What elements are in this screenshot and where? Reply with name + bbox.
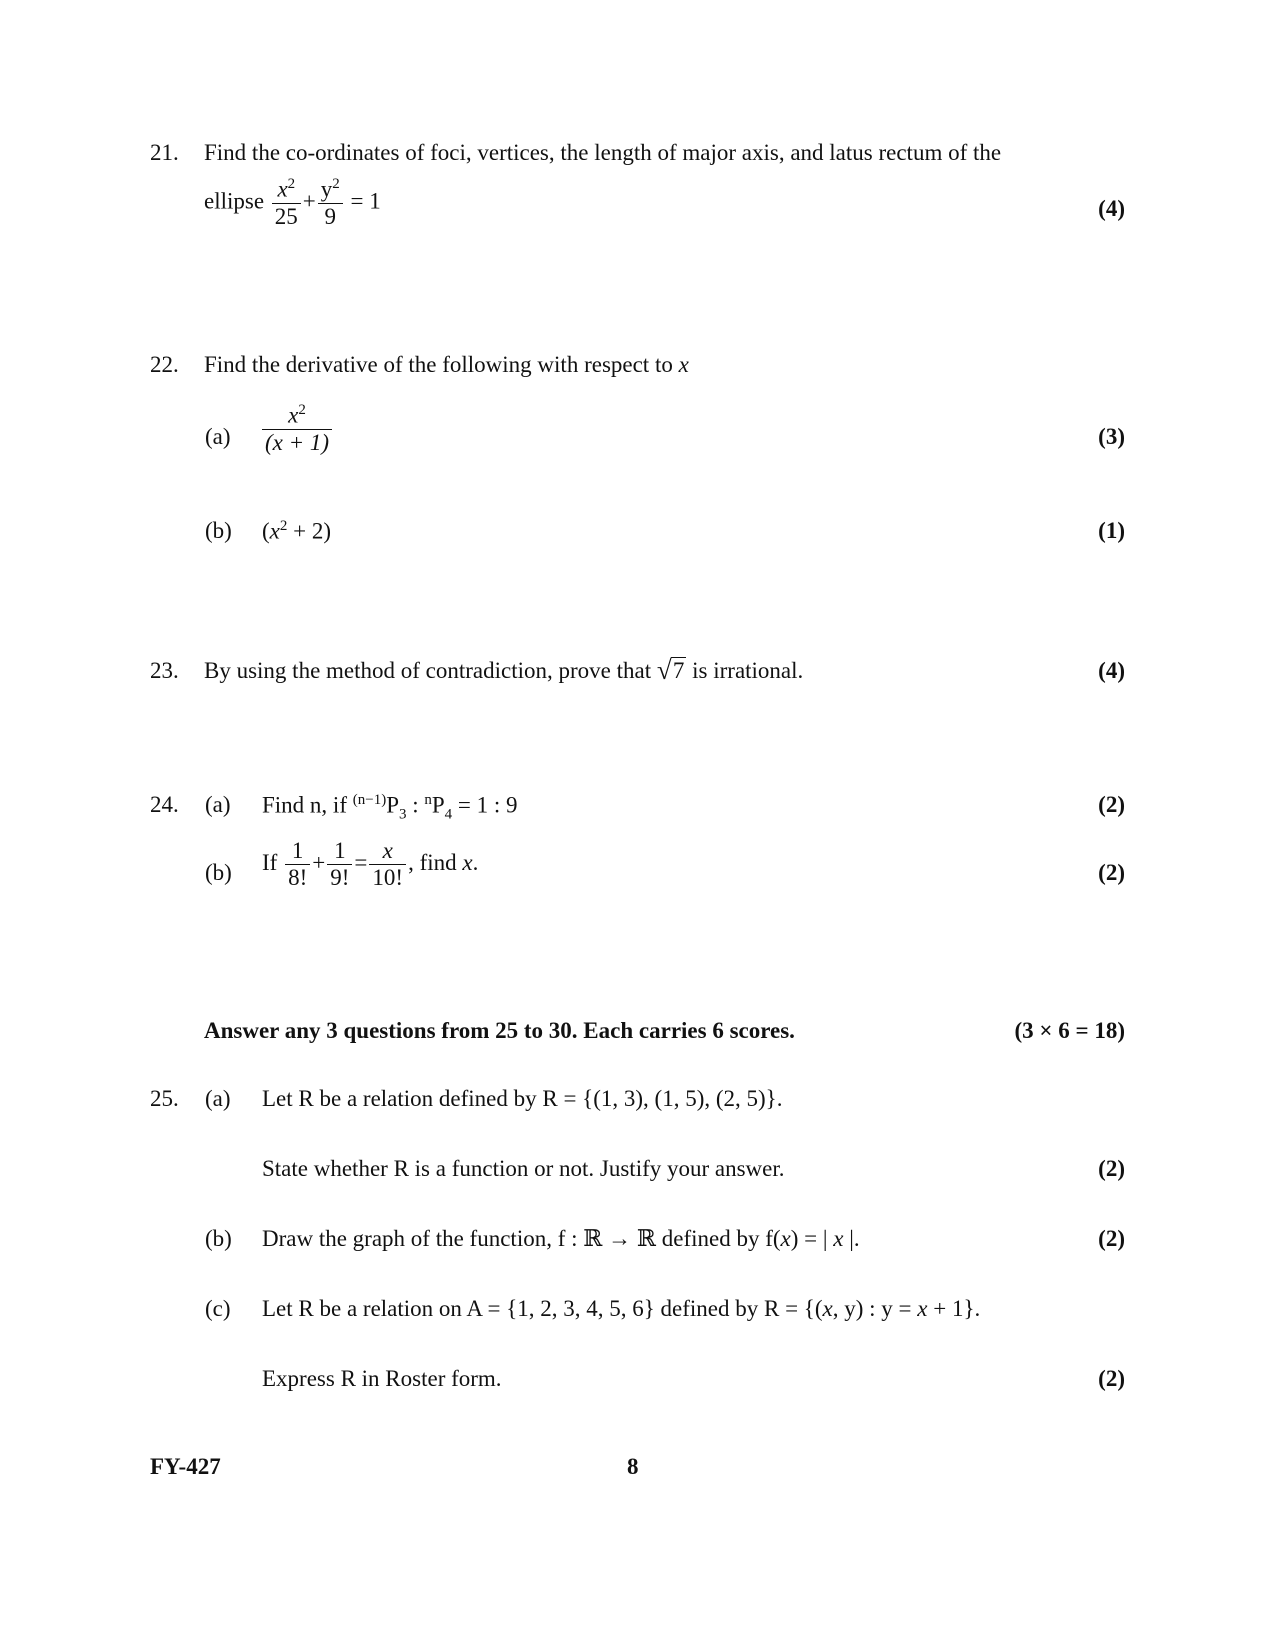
sub-label: (a)	[205, 1086, 231, 1111]
sqrt: √ 7	[656, 655, 685, 685]
fraction: $\frac{x^2}{(x + 1)}$	[260, 402, 334, 457]
question-number: 24.	[150, 792, 179, 817]
question-text: State whether R is a function or not. Justify your answer.	[262, 1156, 785, 1181]
sub-label: (a)	[205, 424, 231, 449]
question-number: 25.	[150, 1086, 179, 1111]
question-text: Find the co-ordinates of foci, vertices, the length of major axis, and latus rectum of the	[204, 140, 1002, 165]
section-marks: (3 × 6 = 18)	[1014, 1018, 1125, 1043]
marks: (2)	[1098, 1156, 1125, 1181]
lead-word: ellipse	[204, 188, 265, 214]
ellipse-equation: ellipse $\frac{x^2}{25}$ + $\frac{y^2}{9}$ = 1	[204, 176, 381, 230]
question-text: Let R be a relation defined by R = {(1, 3), (1, 5), (2, 5)}.	[262, 1086, 783, 1111]
question-text: Let R be a relation on A = {1, 2, 3, 4, 5, 6} defined by R = {(x, y) : y = x + 1}.	[262, 1296, 981, 1321]
sub-label: (a)	[205, 792, 231, 817]
paper-code: FY-427	[150, 1454, 221, 1479]
question-number: 23.	[150, 658, 179, 683]
marks: (4)	[1098, 196, 1125, 221]
question-text: Find the derivative of the following with respect to x	[204, 352, 689, 377]
fraction: $\frac{y^2}{9}$	[318, 176, 343, 231]
marks: (3)	[1098, 424, 1125, 449]
marks: (2)	[1098, 860, 1125, 885]
question-number: 21.	[150, 140, 179, 165]
marks: (1)	[1098, 518, 1125, 543]
sub-label: (b)	[205, 518, 232, 543]
question-text: Draw the graph of the function, f : ℝ → ℝ defined by f(x) = | x |.	[262, 1226, 860, 1251]
question-text: Express R in Roster form.	[262, 1366, 502, 1391]
fraction: $\frac{x^2}{25}$	[272, 176, 301, 231]
expression: $(x^2 + 2)$	[262, 518, 332, 544]
marks: (4)	[1098, 658, 1125, 683]
question-number: 22.	[150, 352, 179, 377]
marks: (2)	[1098, 1366, 1125, 1391]
factorial-equation: If $\frac{1}{8!}$ + $\frac{1}{9!}$ = $\frac{x}{10!}$ , find x.	[262, 838, 479, 891]
marks: (2)	[1098, 1226, 1125, 1251]
sub-label: (c)	[205, 1296, 231, 1321]
sub-label: (b)	[205, 1226, 232, 1251]
marks: (2)	[1098, 792, 1125, 817]
page-number: 8	[627, 1454, 639, 1479]
question-text: By using the method of contradiction, prove that √ 7 is irrational.	[204, 655, 804, 685]
permutation-equation: Find n, if $^{(n-1)}P_3$ : $^nP_4 = 1$ : 9	[262, 792, 518, 823]
section-instruction: Answer any 3 questions from 25 to 30. Each carries 6 scores.	[204, 1018, 795, 1043]
sub-label: (b)	[205, 860, 232, 885]
